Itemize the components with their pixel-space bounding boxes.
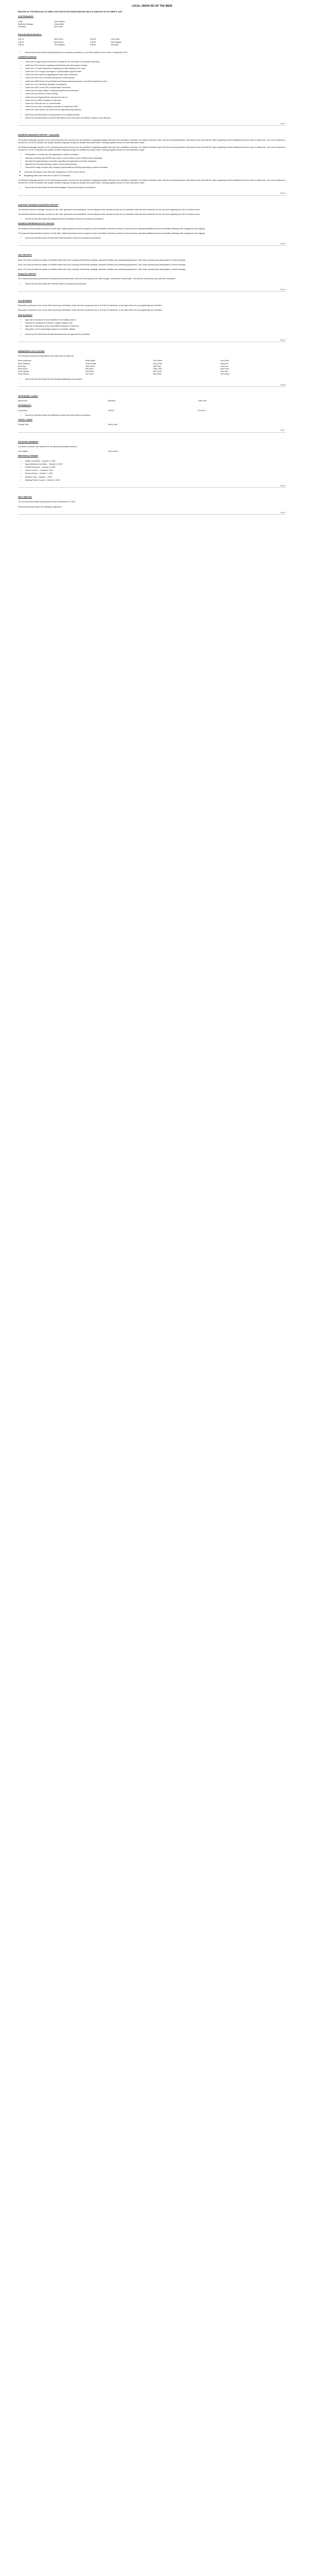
- motion: • Moved by Executive Board the New Business items be approved as presented.: [25, 333, 286, 336]
- paragraph: The Business Representative reported on field visits, safety inspections and the progress of joint committees. Members continue to raise concerns regarding staffing levels and scheduling. Meetings with management are ongoing.: [18, 232, 205, 234]
- page-number: Page 1: [18, 123, 286, 126]
- section-heading: NEW BUSINESS: [18, 314, 32, 316]
- list-item: • Letter from Rob Cameron regarding the Prairie wide conference.: [25, 74, 286, 76]
- section-heading: MEETINGS ATTENDED: [18, 455, 38, 457]
- member-name: Aaron Anderson: [18, 360, 31, 362]
- members-label: Executive Board Members:: [18, 33, 42, 36]
- member-name: Ian Irving: [18, 365, 26, 367]
- list-item: • Building Trades Council – October 8, 2020: [25, 479, 286, 482]
- paragraph: Each Unit Chair provided an update on activities within their unit, including membership meetings, stewards' activities and outstanding grievances. Unit Chairs reported good participation in virtual meetings.: [18, 263, 186, 266]
- section-heading: DECEASED MEMBERS: [18, 440, 39, 443]
- paragraph: A moment of silence was observed for the following deceased members:: [18, 445, 78, 448]
- list-item: • Request for funding for the Retiree Chapter holiday event;: [25, 322, 286, 325]
- member-name: John James: [108, 450, 118, 453]
- motion: • Moved by Executive Board the Financial Report be accepted as presented.: [25, 283, 286, 285]
- list-item: • Letter from IBEW Grand Council Ballot and Steward training proposal; Local 953 scheduled for 2021.: [25, 80, 286, 83]
- motion: • Moved by Executive Board the Business Manager's Report be accepted as presented.: [25, 187, 286, 189]
- member-name: Quinn Quade: [18, 370, 29, 373]
- list-item: ◦ Grievance discussions were held with management in Unit 20 and Unit 40;: [24, 171, 286, 174]
- member-name: Vic Vance: [85, 373, 94, 376]
- page-number: Page 5: [18, 339, 286, 342]
- motion-list: [18, 52, 286, 54]
- travel-names: [18, 423, 286, 426]
- motion-list: [18, 414, 286, 417]
- list-item: • Labour Council – October 6, 2020: [25, 469, 286, 472]
- list-item: • Approval of donations to local charities for the holiday season;: [25, 319, 286, 321]
- member-name: Neil Nash: [85, 368, 94, 370]
- member-name: Brian Baker: [85, 360, 95, 362]
- list-item: • Pension Board – October 7, 2020: [25, 472, 286, 475]
- member-name: Kyle King: [153, 365, 161, 367]
- motion: • Moved by Executive Board the Business Representative's Report be accepted as presented.: [25, 237, 286, 240]
- motion-list: [18, 378, 286, 381]
- member-name: Chris Cole: [198, 400, 207, 402]
- list-item: • Safety Committee – October 1, 2020: [25, 460, 286, 463]
- paragraph: Moved by Executive Board the meeting be adjourned.: [18, 505, 62, 508]
- paragraph: The Financial Secretary presented the monthly financial statements. Revenues and expenses are within budget. Investments remain stable. The audit for the previous year has been completed.: [18, 278, 176, 280]
- section-heading: BUSINESS MANAGER'S REPORT - Doug Watts: [18, 134, 60, 137]
- member-name: Owen Ortiz: [153, 368, 162, 370]
- list-item: • Benefits Trust – October 7, 2020: [25, 476, 286, 479]
- attendance-list: [18, 21, 286, 29]
- list-item: ◦ Bargaining dates have been set for Unit 30 in November;: [24, 175, 286, 177]
- paragraph: Each Unit Chair provided an update on activities within their unit, including membership meetings, stewards' activities and outstanding grievances. Unit Chairs reported good participation in virtual meetings.: [18, 259, 186, 261]
- member-name: Frank Fraser: [85, 362, 96, 365]
- attendance-row: Chair Dave Mullins: [18, 20, 65, 23]
- motion: • Moved by Executive Board Correspondence be accepted and filed.: [25, 114, 286, 116]
- attendance-row: Business Manager Doug Watts: [18, 23, 64, 25]
- deceased-names: [18, 450, 286, 453]
- members-row: Unit 30 Tim Glasgow Unit 60 Jim Ryan: [18, 43, 118, 46]
- member-name: Ed Ellis: [108, 409, 114, 412]
- member-name: Ray Reed: [85, 370, 94, 373]
- motion-list: [18, 237, 286, 240]
- section-heading: NEXT MEETING: [18, 496, 32, 499]
- members-row: Unit 10 Steve Brull Unit 40 Luke Clark: [18, 38, 120, 41]
- list-item: • Letter from ERS on the 2020 Canada Wide Convention.: [25, 87, 286, 89]
- member-name: Tom Tate: [220, 370, 228, 373]
- section-heading: TRAVEL CARDS: [18, 419, 32, 421]
- member-name: Yuri Young: [220, 373, 230, 376]
- list-item: • Approval of attendance at the virtual IBEW Canadian Conference;: [25, 325, 286, 328]
- paragraph: The Business Manager reported on the continuing economic recovery from the pandemic, bargaining updates with each unit, arbitration schedules, the Safety Committee report, and the upcoming elections. Discussions were held with BC Hydro regarding overtime distribution and the return-to-office plan. The Local continues to monitor the COVID-19 situation and update members regularly through the website and social media. Training programs remain on hold until further notice.: [18, 139, 286, 144]
- list-item: • Letter from Rob Cameron regarding membership and retiree group meeting.: [25, 64, 286, 67]
- member-name: Wes West: [153, 373, 162, 376]
- paragraph: The following membership applications were presented for approval:: [18, 355, 74, 358]
- document-intro: MINUTES OF THE REGULAR OCTOBER, 2020 EXECUTIVE BOARD MEETING HELD IN SABLEAY ON OCTOBER 8, 2020: [18, 11, 123, 13]
- list-item: • Letter from the Regional Dues increase from the I.O.: [25, 96, 286, 99]
- section-heading: CORRESPONDENCE: [18, 56, 37, 59]
- page-number: Page 4: [18, 289, 286, 292]
- list-item: • Met with the Apprenticeship Committee regarding new apprentices and their schedules;: [25, 160, 286, 163]
- members-table: [18, 38, 286, 46]
- minutes-document: [18, 5, 286, 523]
- page-number: Page 8: [18, 485, 286, 488]
- membership-names-grid: [18, 360, 286, 376]
- paragraph: Each Unit Chair provided an update on activities within their unit, including membership meetings, stewards' activities and outstanding grievances. Unit Chairs reported good participation in virtual meetings.: [18, 268, 186, 270]
- list-item: • Discussed a range of issues with company representatives including scheduling, overtime and safety.: [25, 166, 286, 169]
- withdrawal-names: [18, 400, 286, 402]
- attendance-label: IN ATTENDANCE:: [18, 15, 34, 18]
- page-number: Page 6: [18, 384, 286, 387]
- page-number: Page 9: [18, 512, 286, 515]
- member-name: Bill Boyd: [108, 400, 115, 402]
- member-name: Jack Jones: [85, 365, 95, 367]
- list-item: • Letter from PRA with info on Local Benefits.: [25, 103, 286, 105]
- member-name: Dan Davis: [220, 360, 229, 362]
- paragraph: The next Executive Board meeting will be held on November 12, 2020.: [18, 501, 76, 503]
- page-number: Page 7: [18, 429, 286, 432]
- list-item: • Letter from BC Hydro Officer's Employee Bulletin from November.: [25, 90, 286, 92]
- meetings-list: [18, 460, 286, 482]
- list-item: • Letter from IO on Rogers and Rogers Communication approval letter.: [25, 71, 286, 73]
- section-heading: WITHDRAWAL CARDS: [18, 395, 38, 398]
- member-name: Doug Dunn: [18, 409, 28, 412]
- motion: • Moved by Executive Board the Assistant Business Manager's Report be accepted as presented.: [25, 218, 286, 221]
- list-item: • Apprenticeship Committee – October 3, 2020: [25, 463, 286, 466]
- list-item: • Letter from IO Social Department regarding the 40th birthday of the Local.: [25, 67, 286, 70]
- motion-list: [18, 333, 286, 336]
- member-name: Ivan Ingram: [18, 450, 28, 453]
- member-name: Mike Moore: [18, 368, 28, 370]
- paragraph: The Business Manager reported on the continuing economic recovery from the pandemic, bargaining updates with each unit, arbitration schedules, the Safety Committee report, and the upcoming elections. Discussions were held with BC Hydro regarding overtime distribution and the return-to-office plan. The Local continues to monitor the COVID-19 situation and update members regularly through the website and social media. Training programs remain on hold until further notice.: [18, 146, 286, 151]
- paragraph: Discussion continued on the Local's 40th anniversary celebration which has been postponed due to COVID-19 restrictions. A new date will be set once gatherings are permitted.: [18, 304, 162, 307]
- document-title: LOCAL UNION 953 OF THE IBEW: [131, 5, 173, 8]
- member-name: Gary Grant: [153, 362, 162, 365]
- paragraph: The Business Representative reported on field visits, safety inspections and the progress of joint committees. Members continue to raise concerns regarding staffing levels and scheduling. Meetings with management are ongoing.: [18, 227, 205, 230]
- section-heading: BUSINESS REPRESENTATIVE'S REPORT: [18, 223, 55, 225]
- bm-activity-list: [18, 154, 286, 169]
- member-name: Umar Usman: [18, 373, 29, 376]
- member-name: Carl Clarke: [153, 360, 162, 362]
- member-name: Sam Scott: [153, 370, 162, 373]
- member-name: Alan Archer: [18, 400, 28, 402]
- list-item: • Letter from Rob Farr on benefits and pension retirees group.: [25, 77, 286, 79]
- page-number: Page 3: [18, 243, 286, 246]
- list-item: • Attended the Provincial Building Trades Council virtual meeting;: [25, 163, 286, 166]
- list-item: • Attended a meeting with BCFED and Labour Council officers on the Political Action Campaign;: [25, 157, 286, 160]
- section-heading: ASSISTANT BUSINESS MANAGER'S REPORT: [18, 204, 59, 206]
- list-item: • Letter from IO approving Local 953 as a Charter for the 2020 year to Convention Assembly.: [25, 61, 286, 63]
- list-item: • Letter from the IBEW Canadian Conference.: [25, 99, 286, 102]
- motion-list: [18, 283, 286, 285]
- member-name: Evan Edwards: [18, 362, 30, 365]
- list-item: • BCFED Executive – October 5, 2020: [25, 466, 286, 469]
- member-name: George Gale: [18, 423, 29, 426]
- member-name: Larry Lee: [220, 365, 229, 367]
- list-item: • Participated in a conference call regarding the Safety Committee;: [25, 154, 286, 156]
- member-name: Henry Hunt: [108, 423, 117, 426]
- new-business-list: [18, 319, 286, 331]
- list-item: • Letter from Steve Bull on his duties with the Apprenticeship Advisory.: [25, 109, 286, 111]
- members-row: Unit 20 Steve Bean Unit 50 Tahir Tagadd: [18, 41, 122, 43]
- member-name: Fred Fox: [198, 409, 205, 412]
- list-item: • Discussion on the scholarship program for members' children.: [25, 328, 286, 331]
- motion-list: [18, 187, 286, 189]
- motion: • Moved by Executive Board the Withdrawal Cards and Retirements be accepted.: [25, 414, 286, 417]
- section-heading: OLD BUSINESS: [18, 300, 32, 302]
- list-item: • Letter from the BCFED on Rob meeting.: [25, 93, 286, 95]
- retirement-names: [18, 410, 286, 412]
- section-heading: MEMBERSHIP APPLICATIONS: [18, 350, 45, 353]
- motion-list: [18, 218, 286, 221]
- paragraph: The Business Manager reported on the continuing economic recovery from the pandemic, bargaining updates with each unit, arbitration schedules, the Safety Committee report, and the upcoming elections. Discussions were held with BC Hydro regarding overtime distribution and the return-to-office plan. The Local continues to monitor the COVID-19 situation and update members regularly through the website and social media. Training programs remain on hold until further notice.: [18, 179, 286, 184]
- bm-sub-list: [18, 171, 286, 177]
- motion: • Moved by Executive Board Meeting Minutes be accepted as posted by Local 226's website on the month of September 2020.: [25, 52, 286, 54]
- motion-list: [18, 114, 286, 120]
- attendance-row: Secretary Sue Smith: [18, 26, 63, 28]
- motion: • Moved by Executive Board to add the Attendance for the Executive and Retiree Chapter to their Reports.: [25, 117, 286, 120]
- member-name: Paul Price: [220, 368, 229, 370]
- section-heading: RETIREMENTS: [18, 404, 31, 407]
- paragraph: The Assistant Business Manager reported on site visits, grievances and arbitrations. Several disputes were resolved at step two. An arbitration date has been scheduled for the new year regarding the Unit 10 overtime issue.: [18, 213, 200, 215]
- list-item: • Letter from the union counselling committee for September 2020.: [25, 106, 286, 108]
- correspondence-list: [18, 61, 286, 111]
- motion: • Moved by Executive Board the Membership Applications be accepted.: [25, 378, 286, 381]
- page-number: Page 2: [18, 192, 286, 195]
- member-name: Harry Hill: [220, 362, 228, 365]
- paragraph: The Assistant Business Manager reported on site visits, grievances and arbitrations. Several disputes were resolved at step two. An arbitration date has been scheduled for the new year regarding the Unit 10 overtime issue.: [18, 208, 200, 211]
- list-item: • Letter from IO on Business Manager commitments.: [25, 83, 286, 86]
- section-heading: FINANCIAL REPORT: [18, 273, 37, 276]
- section-heading: UNIT REPORTS: [18, 254, 32, 257]
- paragraph: Discussion continued on the Local's 40th anniversary celebration which has been postponed due to COVID-19 restrictions. A new date will be set once gatherings are permitted.: [18, 309, 162, 312]
